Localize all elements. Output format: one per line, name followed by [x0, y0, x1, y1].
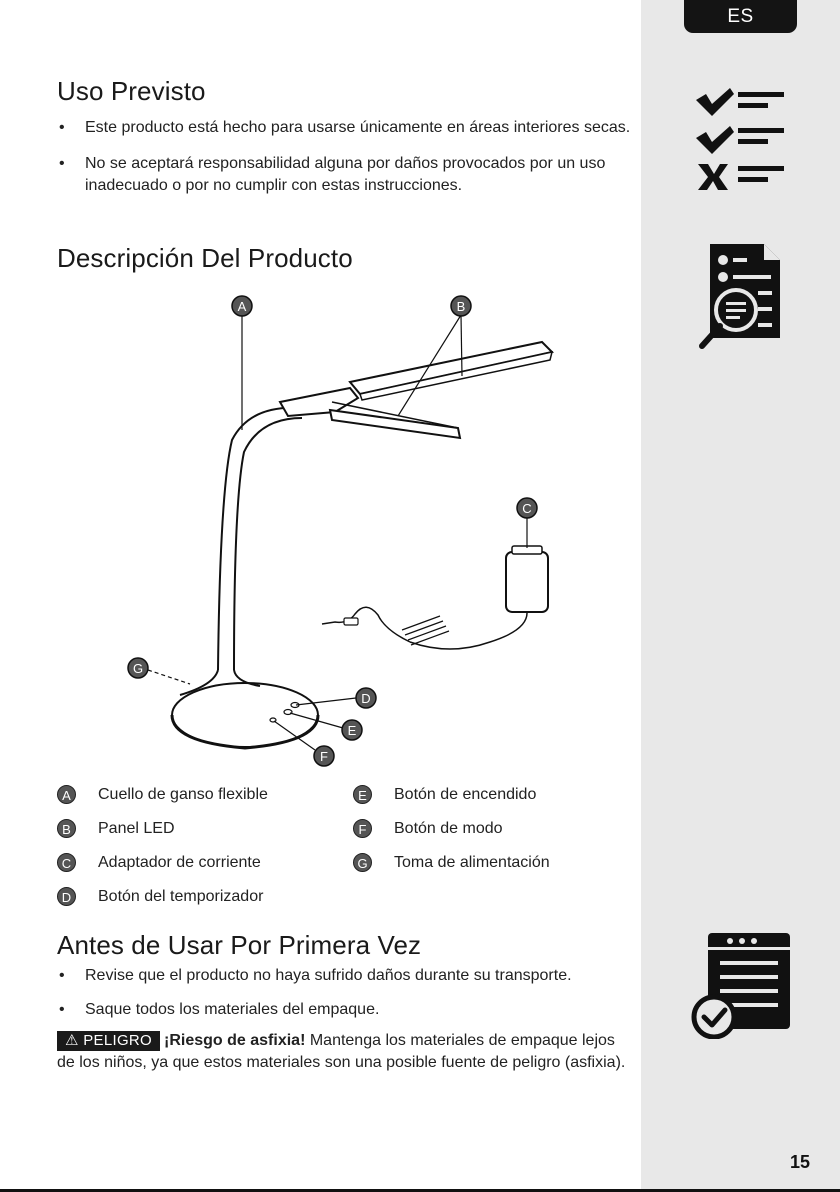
- legend-item: C Adaptador de corriente: [57, 853, 261, 872]
- svg-text:A: A: [237, 299, 247, 314]
- callout-b: [451, 296, 471, 316]
- legend-item: G Toma de alimentación: [353, 853, 550, 872]
- legend-item: E Botón de encendido: [353, 785, 536, 804]
- danger-title: ¡Riesgo de asfixia!: [164, 1032, 306, 1049]
- legend-item: B Panel LED: [57, 819, 175, 838]
- page-number: 15: [790, 1152, 811, 1172]
- svg-text:G: G: [132, 661, 144, 676]
- section-heading-product-description: Descripción Del Producto: [57, 243, 353, 273]
- danger-text: Mantenga los materiales de empaque lejos de los niños, ya que estos materiales son una posible fuente de peligro (asfixia).: [57, 1032, 626, 1071]
- list-item: • Revise que el producto no haya sufrido daños durante su transporte.: [57, 965, 632, 987]
- legend-item: A Cuello de ganso flexible: [57, 785, 268, 804]
- svg-text:D: D: [361, 691, 371, 706]
- svg-text:E: E: [347, 723, 357, 738]
- before-use-list: [57, 965, 632, 1021]
- callout-e: [342, 720, 362, 740]
- list-item: • Este producto está hecho para usarse únicamente en áreas interiores secas.: [57, 117, 632, 139]
- callout-c: [517, 498, 537, 518]
- svg-text:B: B: [456, 299, 466, 314]
- intended-use-list: [57, 117, 632, 197]
- list-item: • Saque todos los materiales del empaque.: [57, 999, 632, 1021]
- legend-item: D Botón del temporizador: [57, 887, 263, 906]
- callout-g: [128, 658, 148, 678]
- document-check-icon: [690, 933, 792, 1039]
- section-heading-intended-use: Uso Previsto: [57, 76, 206, 106]
- danger-badge: ⚠ PELIGRO: [57, 1031, 160, 1051]
- document-search-icon: [698, 244, 782, 350]
- callout-f: [314, 746, 334, 766]
- legend-item: F Botón de modo: [353, 819, 503, 838]
- list-item: • No se aceptará responsabilidad alguna por daños provocados por un uso inadecuado o por no cumplir con estas instrucciones.: [57, 153, 632, 197]
- svg-text:F: F: [320, 749, 328, 764]
- language-tab: ES: [684, 0, 797, 33]
- svg-text:C: C: [522, 501, 532, 516]
- checklist-icon: [694, 86, 786, 191]
- danger-warning: [57, 1030, 637, 1074]
- warning-icon: ⚠: [65, 1032, 79, 1049]
- callout-d: [356, 688, 376, 708]
- section-heading-before-first-use: Antes de Usar Por Primera Vez: [57, 930, 422, 960]
- callout-a: [232, 296, 252, 316]
- lamp-diagram: [110, 290, 580, 770]
